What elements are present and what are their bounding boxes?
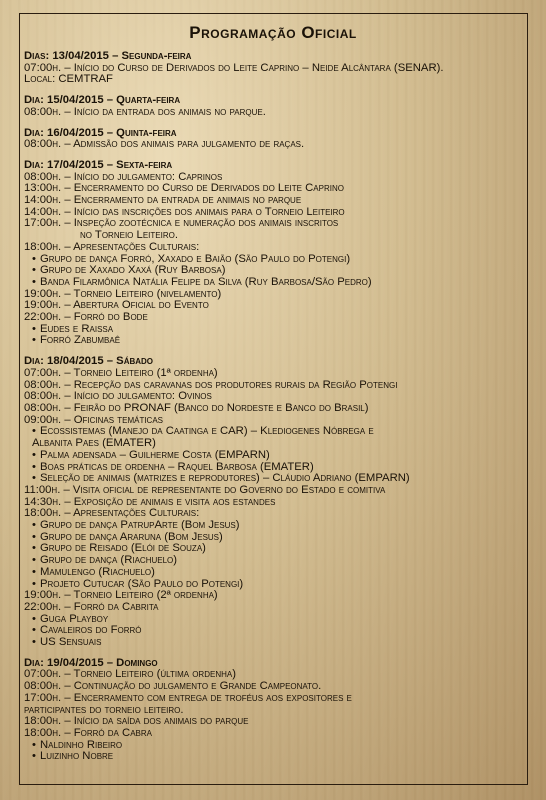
bullet-text: US Sensuais bbox=[40, 636, 102, 649]
day-header: Dia: 17/04/2015 – Sexta-feira bbox=[24, 158, 173, 171]
bullet-text: Banda Filarmônica Natália Felipe da Silva (Ruy Barbosa/São Pedro) bbox=[40, 275, 372, 288]
schedule-item: 08:00h. – Início do julgamento: Caprinos bbox=[24, 170, 223, 183]
bullet-text: Mamulengo (Riachuelo) bbox=[40, 565, 155, 578]
schedule-item: 17:00h. – Encerramento com entrega de troféus aos expositores e bbox=[24, 691, 352, 704]
bullet-icon: • bbox=[32, 472, 36, 485]
schedule-continuation: no Torneio Leiteiro. bbox=[80, 229, 178, 242]
bullet-icon: • bbox=[32, 636, 36, 649]
day-header: Dia: 16/04/2015 – Quinta-feira bbox=[24, 126, 177, 139]
schedule-item: 19:00h. – Torneio Leiteiro (nivelamento) bbox=[24, 287, 222, 300]
schedule-item: 08:00h. – Início do julgamento: Ovinos bbox=[24, 390, 212, 403]
schedule-item: participantes do torneio leiteiro. bbox=[24, 703, 184, 716]
bullet-icon: • bbox=[32, 624, 36, 637]
schedule-item: 08:00h. – Continuação do julgamento e Grande Campeonato. bbox=[24, 680, 322, 693]
bullet-icon: • bbox=[32, 252, 36, 265]
bullet-icon: • bbox=[32, 519, 36, 532]
schedule-bullet-item bbox=[24, 277, 524, 289]
schedule-bullet-item bbox=[24, 751, 524, 763]
schedule-item: 19:00h. – Abertura Oficial do Evento bbox=[24, 299, 209, 312]
bullet-icon: • bbox=[32, 750, 36, 763]
bullet-text: Seleção de animais (matrizes e reprodutores) – Cláudio Adriano (EMPARN) bbox=[40, 472, 410, 485]
bullet-icon: • bbox=[32, 322, 36, 335]
schedule-item: 22:00h. – Forró da Cabrita bbox=[24, 600, 159, 613]
bullet-text: Eudes e Raissa bbox=[40, 322, 114, 335]
day-header: Dia: 15/04/2015 – Quarta-feira bbox=[24, 94, 181, 107]
bullet-text: Guga Playboy bbox=[40, 612, 109, 625]
bullet-text: Grupo de dança (Riachuelo) bbox=[40, 554, 178, 567]
day-header: Dia: 19/04/2015 – Domingo bbox=[24, 656, 158, 669]
bullet-text: Grupo de dança Forró, Xaxado e Baião (São Paulo do Potengi) bbox=[40, 252, 351, 265]
bullet-text: Naldinho Ribeiro bbox=[40, 738, 123, 751]
bullet-icon: • bbox=[32, 530, 36, 543]
schedule-item: 13:00h. – Encerramento do Curso de Derivados do Leite Caprino bbox=[24, 182, 344, 195]
page-title: Programação Oficial bbox=[189, 23, 357, 42]
bullet-text: Luizinho Nobre bbox=[40, 750, 114, 763]
schedule-item: 14:30h. – Exposição de animais e visita aos estandes bbox=[24, 495, 276, 508]
bullet-text: Grupo de dança Araruna (Bom Jesus) bbox=[40, 530, 223, 543]
bullet-icon: • bbox=[32, 448, 36, 461]
day-block bbox=[24, 356, 524, 649]
bullet-icon: • bbox=[32, 334, 36, 347]
day-block bbox=[24, 51, 524, 86]
bullet-icon: • bbox=[32, 565, 36, 578]
bullet-icon: • bbox=[32, 275, 36, 288]
bullet-icon: • bbox=[32, 425, 36, 438]
bullet-text: Palma adensada – Guilherme Costa (EMPARN) bbox=[40, 448, 270, 461]
bullet-text: Grupo de Reisado (Elói de Souza) bbox=[40, 542, 206, 555]
day-block bbox=[24, 658, 524, 763]
bullet-text: Grupo de Xaxado Xaxá (Ruy Barbosa) bbox=[40, 264, 226, 277]
day-header: Dia: 18/04/2015 – Sábado bbox=[24, 355, 154, 368]
schedule-item: 09:00h. – Oficinas temáticas bbox=[24, 413, 164, 426]
schedule-item: 07:00h. – Torneio Leiteiro (última ordenha) bbox=[24, 668, 236, 681]
bullet-text: Forró Zabumbaê bbox=[40, 334, 121, 347]
day-block bbox=[24, 128, 524, 151]
schedule-item: 07:00h. – Início do Curso de Derivados do Leite Caprino – Neide Alcântara (SENAR). bbox=[24, 61, 444, 74]
bullet-icon: • bbox=[32, 577, 36, 590]
schedule-item: 18:00h. – Apresentações Culturais: bbox=[24, 507, 200, 520]
schedule-item: 11:00h. – Visita oficial de representante do Governo do Estado e comitiva bbox=[24, 483, 386, 496]
bullet-text: Boas práticas de ordenha – Raquel Barbosa (EMATER) bbox=[40, 460, 314, 473]
schedule-item: 08:00h. – Feirão do PRONAF (Banco do Nordeste e Banco do Brasil) bbox=[24, 401, 369, 414]
day-block bbox=[24, 160, 524, 347]
schedule-item: 14:00h. – Encerramento da entrada de animais no parque bbox=[24, 194, 302, 207]
day-block bbox=[24, 95, 524, 118]
bullet-icon: • bbox=[32, 264, 36, 277]
schedule-item: 18:00h. – Forró da Cabra bbox=[24, 726, 152, 739]
bullet-text: Ecossistemas (Manejo da Caatinga e CAR) – Klediogenes Nóbrega e bbox=[40, 425, 374, 438]
bullet-icon: • bbox=[32, 542, 36, 555]
schedule-bullet-item bbox=[24, 335, 524, 347]
schedule-item: 08:00h. – Início da entrada dos animais no parque. bbox=[24, 105, 266, 118]
schedule-item: 17:00h. – Inspeção zootécnica e numeração dos animais inscritos bbox=[24, 217, 339, 230]
schedule-continuation: Albanita Paes (EMATER) bbox=[32, 437, 156, 450]
bullet-text: Projeto Cutucar (São Paulo do Potengi) bbox=[40, 577, 244, 590]
schedule-item: Local: CEMTRAF bbox=[24, 73, 113, 86]
schedule-item: 08:00h. – Admissão dos animais para julgamento de raças. bbox=[24, 138, 305, 151]
schedule-bullet-item bbox=[24, 637, 524, 649]
schedule-content bbox=[24, 51, 524, 772]
bullet-icon: • bbox=[32, 554, 36, 567]
bullet-icon: • bbox=[32, 460, 36, 473]
schedule-item: 18:00h. – Apresentações Culturais: bbox=[24, 240, 200, 253]
schedule-item: 18:00h. – Início da saída dos animais do parque bbox=[24, 715, 249, 728]
bullet-text: Cavaleiros do Forró bbox=[40, 624, 142, 637]
day-header: Dias: 13/04/2015 – Segunda-feira bbox=[24, 50, 192, 62]
schedule-item: 07:00h. – Torneio Leiteiro (1ª ordenha) bbox=[24, 366, 218, 379]
schedule-item: 19:00h. – Torneio Leiteiro (2ª ordenha) bbox=[24, 589, 218, 602]
bullet-text: Grupo de dança PatrupArte (Bom Jesus) bbox=[40, 519, 240, 532]
schedule-item: 14:00h. – Início das inscrições dos animais para o Torneio Leiteiro bbox=[24, 205, 345, 218]
schedule-item: 22:00h. – Forró do Bode bbox=[24, 311, 148, 324]
bullet-icon: • bbox=[32, 738, 36, 751]
bullet-icon: • bbox=[32, 612, 36, 625]
schedule-item: 08:00h. – Recepção das caravanas dos produtores rurais da Região Potengi bbox=[24, 378, 398, 391]
